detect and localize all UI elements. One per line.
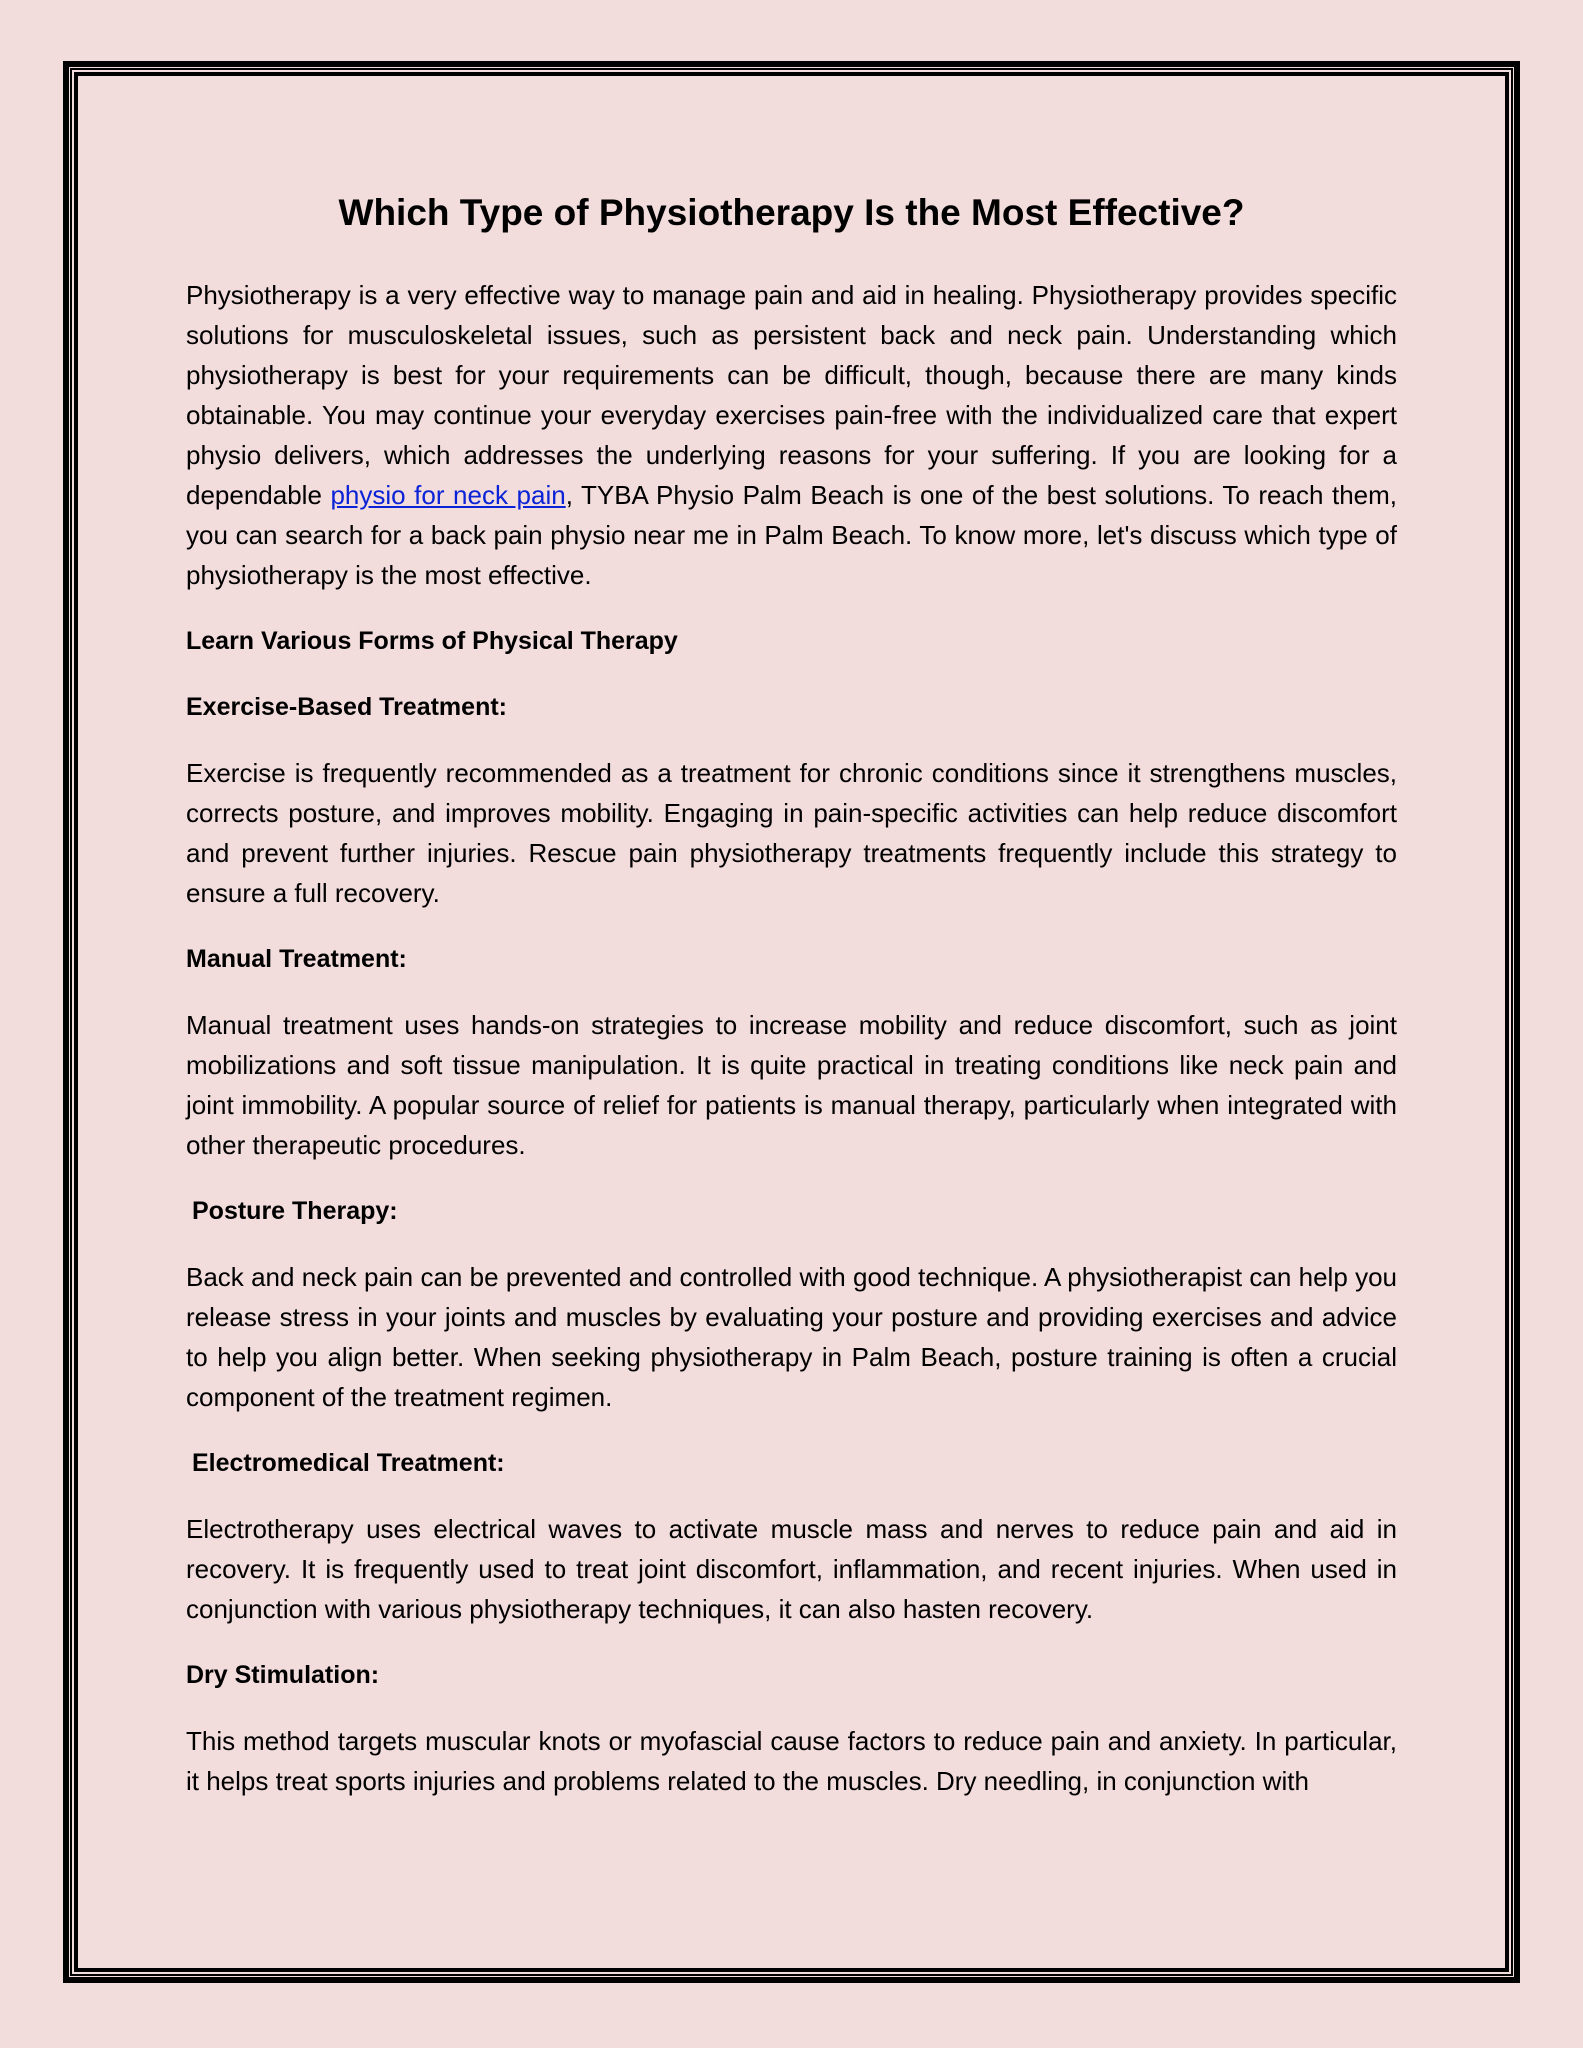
electromedical-treatment-body: Electrotherapy uses electrical waves to activate muscle mass and nerves to reduce pain and aid in recovery. It is frequently used to treat joint discomfort, inflammation, and recent injuries. When used in conjunction with various physiotherapy techniques, it can also hasten recovery. — [186, 1514, 1397, 1624]
exercise-treatment-heading: Exercise-Based Treatment: — [186, 693, 507, 721]
posture-therapy-body: Back and neck pain can be prevented and controlled with good technique. A physiotherapist can help you release stress in your joints and muscles by evaluating your posture and providing exercises and advice to help you align better. When seeking physiotherapy in Palm Beach, posture training is often a crucial component of the treatment regimen. — [186, 1262, 1397, 1412]
document-title: Which Type of Physiotherapy Is the Most Effective? — [338, 192, 1245, 233]
dry-stimulation-body: This method targets muscular knots or myofascial cause factors to reduce pain and anxiety. In particular, it helps treat sports injuries and problems related to the muscles. Dry needling, in conjunction with — [186, 1726, 1397, 1796]
posture-therapy-heading: Posture Therapy: — [192, 1197, 398, 1225]
dry-stimulation-heading: Dry Stimulation: — [186, 1661, 380, 1689]
manual-treatment-body: Manual treatment uses hands-on strategies to increase mobility and reduce discomfort, such as joint mobilizations and soft tissue manipulation. It is quite practical in treating conditions like neck pain and joint immobility. A popular source of relief for patients is manual therapy, particularly when integrated with other therapeutic procedures. — [186, 1010, 1397, 1160]
exercise-treatment-body: Exercise is frequently recommended as a treatment for chronic conditions since it strengthens muscles, corrects posture, and improves mobility. Engaging in pain-specific activities can help reduce discomfort and prevent further injuries. Rescue pain physiotherapy treatments frequently include this strategy to ensure a full recovery. — [186, 758, 1397, 908]
intro-text-before-link: Physiotherapy is a very effective way to manage pain and aid in healing. Physiotherapy provides specific solutions for musculoskeletal issues, such as persistent back and neck pain. Understanding which physiotherapy is best for your requirements can be difficult, though, because there are many kinds obtainable. You may continue your everyday exercises pain-free with the individualized care that expert physio delivers, which addresses the underlying reasons for your suffering. If you are looking for a dependable — [186, 280, 1397, 510]
document-body — [186, 185, 1397, 1827]
neck-pain-link[interactable]: physio for neck pain — [330, 480, 566, 510]
intro-paragraph — [186, 275, 1397, 595]
manual-treatment-heading: Manual Treatment: — [186, 945, 407, 973]
intro-text-after-link: , TYBA Physio Palm Beach is one of the best solutions. To reach them, you can search for a back pain physio near me in Palm Beach. To know more, let's discuss which type of physiotherapy is the most effective. — [186, 480, 1398, 590]
section-heading: Learn Various Forms of Physical Therapy — [186, 627, 678, 655]
electromedical-treatment-heading: Electromedical Treatment: — [192, 1449, 505, 1477]
